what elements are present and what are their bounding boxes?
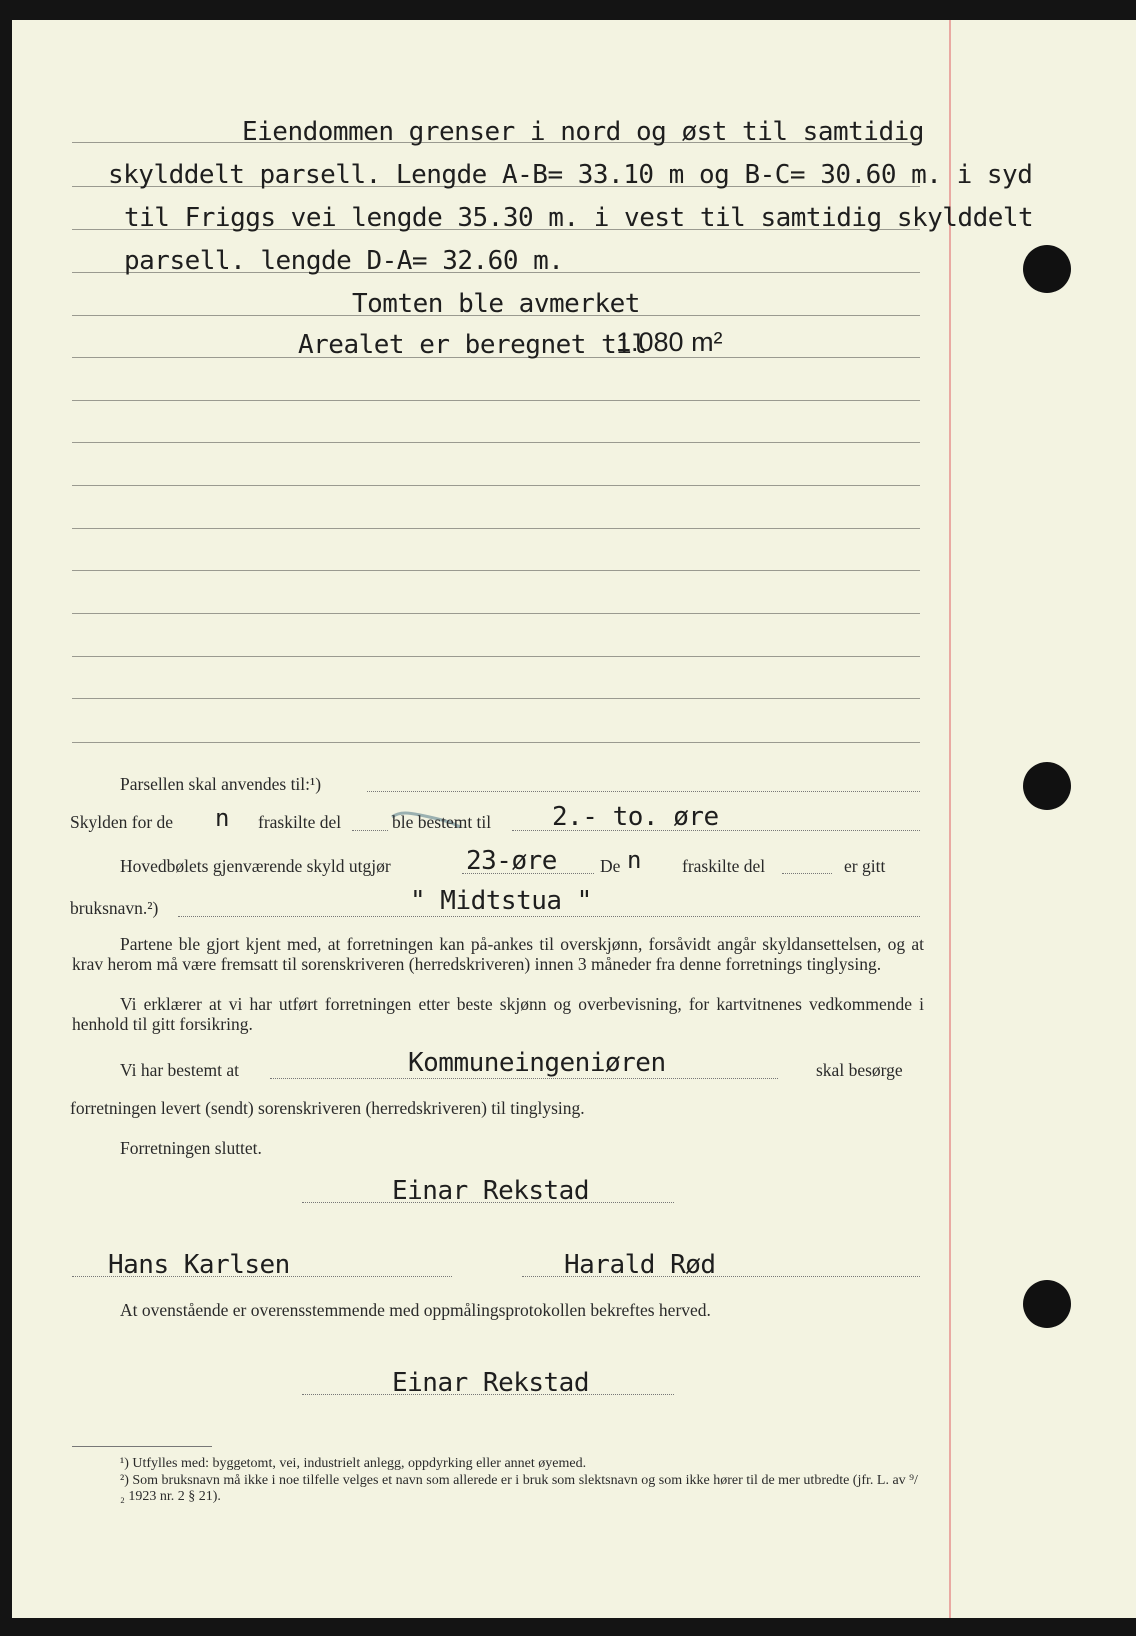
- hoved-de: De: [600, 856, 621, 876]
- skylden-mid2: ble bestemt til: [392, 812, 492, 832]
- typed-line-3: til Friggs vei lengde 35.30 m. i vest til samtidig skylddelt: [124, 203, 1034, 233]
- signature-main: Einar Rekstad: [392, 1176, 589, 1206]
- skylden-value: 2.- to. øre: [552, 802, 719, 832]
- typed-line-4: parsell. lengde D-A= 32.60 m.: [124, 246, 564, 276]
- paragraph-erklaerer: Vi erklærer at vi har utført forretningen etter beste skjønn og overbevisning, for kartvitnenes vedkommende i henhold til gitt forsikring.: [72, 994, 924, 1034]
- ruled-line: [72, 742, 920, 743]
- footnote-rule: [72, 1446, 212, 1447]
- ruled-line: [72, 442, 920, 443]
- ruled-line: [72, 400, 920, 401]
- ruled-line: [72, 613, 920, 614]
- confirm-text: At ovenstående er overensstemmende med oppmålingsprotokollen bekreftes herved.: [120, 1300, 711, 1320]
- bestemt-label: Vi har bestemt at: [120, 1060, 239, 1080]
- punch-hole: [1023, 245, 1071, 293]
- punch-hole: [1023, 762, 1071, 810]
- ruled-line: [72, 656, 920, 657]
- hoved-n: n: [627, 846, 641, 874]
- bestemt-value: Kommuneingeniøren: [408, 1048, 666, 1078]
- hoved-value: 23-øre: [466, 846, 557, 876]
- skylden-mid: fraskilte del: [258, 812, 342, 832]
- document-page: [12, 20, 1136, 1618]
- dotted-leader: [462, 873, 594, 874]
- dotted-leader: [352, 830, 388, 831]
- besorge-label: skal besørge: [816, 1060, 903, 1080]
- bruksnavn-value: " Midtstua ": [410, 886, 592, 916]
- typed-line-1: Eiendommen grenser i nord og øst til samtidig: [242, 117, 924, 147]
- paragraph-overskjonn: Partene ble gjort kjent med, at forretningen kan på-ankes til overskjønn, forsåvidt angår skyldansettelsen, og at krav herom må være fremsatt til sorenskriveren (herredskriveren) innen 3 måneder fra denne forretnings tinglysing.: [72, 934, 924, 974]
- skylden-label: Skylden for de: [70, 812, 174, 832]
- footnote-1: ¹) Utfylles med: byggetomt, vei, industrielt anlegg, oppdyrking eller annet øyemed.: [120, 1456, 587, 1471]
- anvendes-field: [367, 791, 920, 792]
- typed-line-6: Arealet er beregnet til: [298, 330, 647, 360]
- levert-text: forretningen levert (sendt) sorenskriveren (herredskriveren) til tinglysing.: [70, 1098, 585, 1118]
- signature-right: Harald Rød: [564, 1250, 716, 1280]
- skylden-n: n: [215, 804, 229, 832]
- sluttet-text: Forretningen sluttet.: [120, 1138, 262, 1158]
- anvendes-label: Parsellen skal anvendes til:¹): [120, 774, 322, 794]
- ruled-line: [72, 485, 920, 486]
- dotted-leader: [178, 916, 920, 917]
- dotted-leader: [270, 1078, 778, 1079]
- hoved-gitt: er gitt: [844, 856, 886, 876]
- signature-left: Hans Karlsen: [108, 1250, 290, 1280]
- margin-rule: [949, 20, 951, 1618]
- typed-line-5: Tomten ble avmerket: [352, 289, 640, 319]
- typed-line-2: skylddelt parsell. Lengde A-B= 33.10 m og B-C= 30.60 m. i syd: [108, 160, 1033, 190]
- area-value: 1.080 m²: [616, 327, 723, 357]
- punch-hole: [1023, 1280, 1071, 1328]
- ruled-line: [72, 698, 920, 699]
- signature-final: Einar Rekstad: [392, 1368, 589, 1398]
- footnote-2: ²) Som bruksnavn må ikke i noe tilfelle velges et navn som allerede er i bruk som slektsnavn og som ikke hører til de mer utbredte (jfr. L. av ⁹/₂ 1923 nr. 2 § 21).: [120, 1473, 918, 1504]
- bruksnavn-label: bruksnavn.²): [70, 898, 159, 918]
- ruled-line: [72, 528, 920, 529]
- hoved-label: Hovedbølets gjenværende skyld utgjør: [120, 856, 391, 876]
- ruled-line: [72, 570, 920, 571]
- dotted-leader: [782, 873, 832, 874]
- hoved-fraskilte: fraskilte del: [682, 856, 766, 876]
